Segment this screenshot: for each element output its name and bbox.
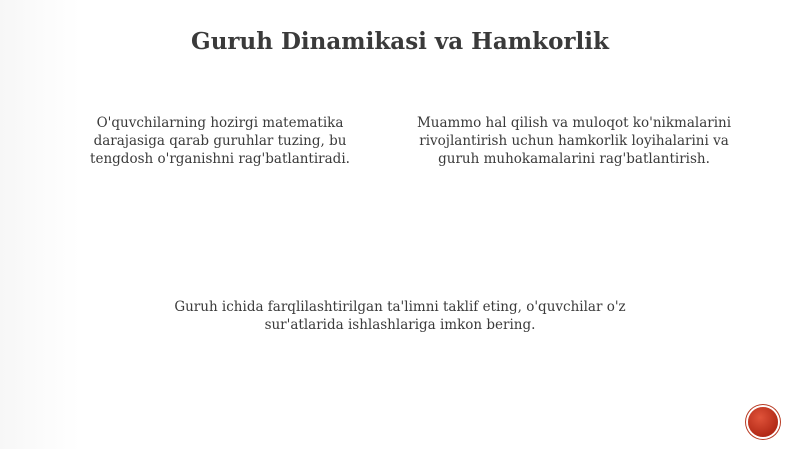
paragraph-right: Muammo hal qilish va muloqot ko'nikmalarini rivojlantirish uchun hamkorlik loyihalarini va guruh muhokamalarini rag'batlantirish. — [416, 115, 732, 167]
next-slide-icon — [759, 416, 768, 428]
left-shade — [0, 0, 80, 449]
slide-title: Guruh Dinamikasi va Hamkorlik — [191, 28, 609, 55]
paragraph-bottom: Guruh ichida farqlilashtirilgan ta'limni taklif eting, o'quvchilar o'z sur'atlarida ishlashlariga imkon bering. — [174, 299, 626, 333]
next-slide-button[interactable] — [748, 407, 778, 437]
paragraph-left: O'quvchilarning hozirgi matematika darajasiga qarab guruhlar tuzing, bu tengdosh o'rganishni rag'batlantiradi. — [90, 115, 350, 167]
